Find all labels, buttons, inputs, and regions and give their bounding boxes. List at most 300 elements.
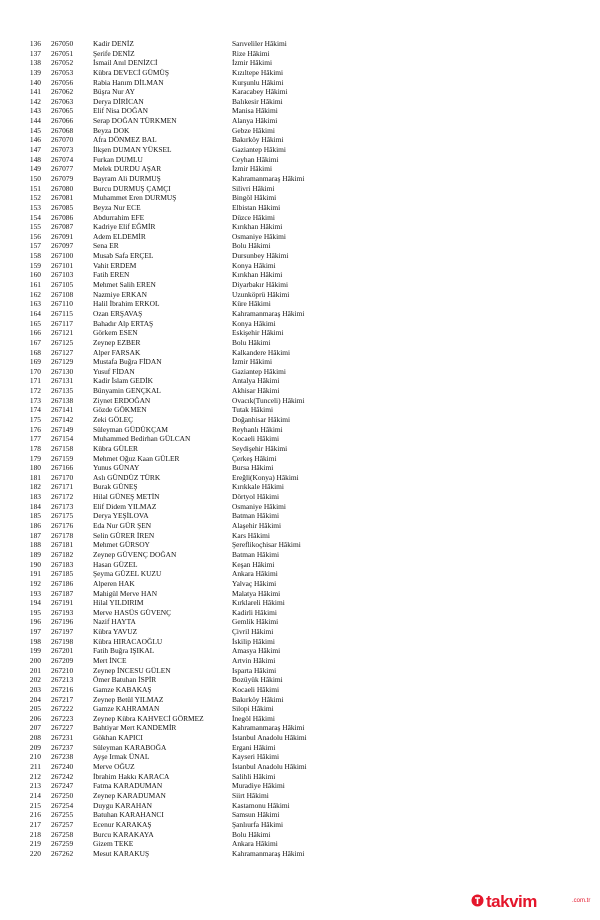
person-name: Abdurrahim EFE [93,212,145,222]
registry-number: 267254 [51,800,74,810]
row-number: 217 [29,819,41,829]
assigned-post: İnegöl Hâkimi [232,713,275,723]
row-number: 211 [30,762,41,772]
table-row [0,666,600,676]
row-number: 200 [29,656,41,665]
person-name: Şeyma GÜZEL KUZU [93,569,162,579]
assigned-post: Kahramanmaraş Hâkimi [232,848,305,858]
row-number: 167 [29,337,41,347]
table-row [0,164,600,174]
assigned-post: Tutak Hâkimi [232,405,273,415]
row-number: 137 [29,48,41,58]
table-row [0,425,600,435]
registry-number: 267258 [51,829,74,839]
table-row [0,415,600,425]
assigned-post: Diyarbakır Hâkimi [232,280,289,290]
table-row [0,521,600,531]
person-name: Merve HASÜS GÜVENÇ [93,607,172,617]
person-name: Selin GÜRER İREN [93,530,155,540]
assigned-post: Kızıltepe Hâkimi [232,67,284,77]
table-row [0,810,600,820]
registry-number: 267222 [51,704,74,714]
assigned-post: Amasya Hâkimi [232,646,281,656]
registry-number: 267210 [51,665,74,675]
registry-number: 267172 [51,492,74,502]
assigned-post: Sarıveliler Hâkimi [232,39,287,48]
assigned-post: Kurşunlu Hâkimi [232,77,284,87]
row-number: 150 [29,173,41,183]
assigned-post: Salihli Hâkimi [232,771,276,781]
table-row [0,656,600,666]
registry-number: 267193 [51,607,74,617]
person-name: Hilal GÜNEŞ METİN [93,492,160,502]
assigned-post: Balıkesir Hâkimi [232,96,283,106]
row-number: 210 [29,752,41,762]
table-row [0,155,600,165]
registry-number: 267062 [51,87,74,97]
person-name: İlkşen DUMAN YÜKSEL [93,145,172,155]
assigned-post: İzmir Hâkimi [232,164,273,174]
table-row [0,637,600,647]
row-number: 191 [29,569,41,579]
registry-number: 267074 [51,154,74,164]
row-number: 157 [29,241,41,251]
assigned-post: Eskişehir Hâkimi [232,328,284,338]
person-name: Görkem ESEN [93,328,138,338]
row-number: 185 [29,511,41,521]
assigned-post: Akhisar Hâkimi [232,386,280,396]
table-row [0,444,600,454]
registry-number: 267050 [51,39,74,48]
assigned-post: Kocaeli Hâkimi [232,684,279,694]
assigned-post: Bolu Hâkimi [232,829,271,839]
registry-number: 267247 [51,781,74,791]
takvim-logo-icon [471,894,484,907]
registry-number: 267066 [51,116,74,126]
assigned-post: Ankara Hâkimi [232,569,278,579]
table-row [0,801,600,811]
table-row [0,579,600,589]
assigned-post: Kırklareli Hâkimi [232,598,285,608]
person-name: Ozan ERŞAVAŞ [93,308,143,318]
person-name: Beyza DOK [93,125,130,135]
row-number: 154 [29,212,41,222]
assigned-post: Uzunköprü Hâkimi [232,289,290,299]
row-number: 192 [29,578,41,588]
assigned-post: Gaziantep Hâkimi [232,145,286,155]
person-name: Zeynep Betül YILMAZ [93,694,164,704]
assigned-post: Bozüyük Hâkimi [232,675,283,685]
row-number: 189 [29,549,41,559]
assigned-post: Artvin Hâkimi [232,656,276,665]
table-row [0,454,600,464]
assigned-post: Elbistan Hâkimi [232,202,281,212]
registry-number: 267129 [51,357,74,367]
table-row [0,743,600,753]
assigned-post: Antalya Hâkimi [232,376,280,386]
appointment-list [0,39,600,858]
person-name: Yusuf FİDAN [93,366,135,376]
assigned-post: Dursunbey Hâkimi [232,251,289,261]
row-number: 153 [29,202,41,212]
row-number: 188 [29,540,41,550]
row-number: 148 [29,154,41,164]
registry-number: 267135 [51,386,74,396]
assigned-post: Küre Hâkimi [232,299,271,309]
registry-number: 267070 [51,135,74,145]
assigned-post: Batman Hâkimi [232,511,280,521]
person-name: Nazmiye ERKAN [93,289,147,299]
assigned-post: Doğanhisar Hâkimi [232,414,291,424]
person-name: Ziynet ERDOĞAN [93,395,151,405]
assigned-post: Silopi Hâkimi [232,704,274,714]
table-row [0,569,600,579]
row-number: 141 [29,87,41,97]
person-name: Merve OĞUZ [93,762,135,772]
assigned-post: Ereğli(Konya) Hâkimi [232,472,299,482]
registry-number: 267250 [51,790,74,800]
person-name: Hasan GÜZEL [93,559,138,569]
table-row [0,49,600,59]
person-name: Gizem TEKE [93,839,134,849]
table-row [0,396,600,406]
row-number: 156 [29,231,41,241]
table-row [0,531,600,541]
person-name: Mert İNCE [93,656,127,665]
assigned-post: Seydişehir Hâkimi [232,443,288,453]
row-number: 140 [29,77,41,87]
table-row [0,97,600,107]
row-number: 219 [29,839,41,849]
person-name: Zeynep GÜVENÇ DOĞAN [93,549,177,559]
row-number: 184 [29,501,41,511]
person-name: Burcu KARAKAYA [93,829,154,839]
person-name: Gamze KAHRAMAN [93,704,160,714]
table-row [0,482,600,492]
registry-number: 267121 [51,328,74,338]
assigned-post: Kırıkhan Hâkimi [232,270,283,280]
row-number: 209 [29,742,41,752]
row-number: 194 [29,598,41,608]
row-number: 204 [29,694,41,704]
person-name: Süleyman GÜDÜKÇAM [93,424,168,434]
person-name: Bünyamin GENÇKAL [93,386,161,396]
registry-number: 267257 [51,819,74,829]
table-row [0,135,600,145]
registry-number: 267149 [51,424,74,434]
row-number: 144 [29,116,41,126]
table-row [0,299,600,309]
person-name: Aslı GÜNDÜZ TÜRK [93,472,161,482]
registry-number: 267125 [51,337,74,347]
assigned-post: Kastamonu Hâkimi [232,800,290,810]
registry-number: 267242 [51,771,74,781]
table-row [0,772,600,782]
assigned-post: Batman Hâkimi [232,549,280,559]
registry-number: 267259 [51,839,74,849]
person-name: Bahadır Alp ERTAŞ [93,318,154,328]
person-name: Süleyman KARABOĞA [93,742,167,752]
table-row [0,723,600,733]
row-number: 147 [29,145,41,155]
person-name: Şerife DENİZ [93,48,135,58]
row-number: 173 [29,395,41,405]
registry-number: 267086 [51,212,74,222]
registry-number: 267079 [51,173,74,183]
registry-number: 267056 [51,77,74,87]
person-name: Kübra GÜLER [93,443,138,453]
table-row [0,232,600,242]
registry-number: 267209 [51,656,74,665]
table-row [0,617,600,627]
registry-number: 267087 [51,222,74,232]
registry-number: 267108 [51,289,74,299]
registry-number: 267223 [51,713,74,723]
table-row [0,492,600,502]
row-number: 201 [29,665,41,675]
person-name: Derya YEŞİLOVA [93,511,149,521]
person-name: Mahigül Merve HAN [93,588,158,598]
table-row [0,174,600,184]
person-name: Ecenur KARAKAŞ [93,819,152,829]
table-row [0,830,600,840]
assigned-post: Karacabey Hâkimi [232,87,288,97]
assigned-post: Düzce Hâkimi [232,212,275,222]
table-row [0,733,600,743]
table-row [0,386,600,396]
registry-number: 267198 [51,636,74,646]
person-name: Melek DURDU AŞAR [93,164,162,174]
row-number: 162 [29,289,41,299]
registry-number: 267213 [51,675,74,685]
row-number: 214 [29,790,41,800]
row-number: 171 [29,376,41,386]
table-row [0,39,600,49]
assigned-post: Ovacık(Tunceli) Hâkimi [232,395,305,405]
row-number: 198 [29,636,41,646]
assigned-post: Isparta Hâkimi [232,665,277,675]
person-name: Furkan DUMLU [93,154,143,164]
registry-number: 267127 [51,347,74,357]
row-number: 190 [29,559,41,569]
assigned-post: Bolu Hâkimi [232,337,271,347]
row-number: 199 [29,646,41,656]
assigned-post: Samsun Hâkimi [232,810,280,820]
row-number: 174 [29,405,41,415]
registry-number: 267262 [51,848,74,858]
table-row [0,589,600,599]
assigned-post: İzmir Hâkimi [232,357,273,367]
row-number: 187 [29,530,41,540]
assigned-post: Ankara Hâkimi [232,839,278,849]
table-row [0,695,600,705]
registry-number: 267100 [51,251,74,261]
person-name: Mehmet Oğuz Kaan GÜLER [93,453,180,463]
row-number: 155 [29,222,41,232]
registry-number: 267101 [51,260,74,270]
row-number: 149 [29,164,41,174]
registry-number: 267085 [51,202,74,212]
row-number: 213 [29,781,41,791]
table-row [0,145,600,155]
table-row [0,714,600,724]
table-row [0,193,600,203]
row-number: 151 [29,183,41,193]
assigned-post: Reyhanlı Hâkimi [232,424,283,434]
registry-number: 267201 [51,646,74,656]
row-number: 180 [29,463,41,473]
table-row [0,251,600,261]
person-name: Zeynep KARADUMAN [93,790,166,800]
row-number: 193 [29,588,41,598]
assigned-post: Konya Hâkimi [232,318,276,328]
person-name: Ömer Batuhan İSPİR [93,675,157,685]
row-number: 208 [29,733,41,743]
row-number: 136 [29,39,41,48]
assigned-post: Ceyhan Hâkimi [232,154,279,164]
assigned-post: Şereflikoçhisar Hâkimi [232,540,301,550]
person-name: Halil İbrahim ERKOL [93,299,160,309]
row-number: 182 [29,482,41,492]
person-name: Afra DÖNMEZ BAL [93,135,157,145]
person-name: Kübra HIRACAOĞLU [93,636,163,646]
registry-number: 267081 [51,193,74,203]
person-name: Mesut KARAKUŞ [93,848,150,858]
table-row [0,781,600,791]
registry-number: 267080 [51,183,74,193]
assigned-post: Malatya Hâkimi [232,588,281,598]
table-row [0,241,600,251]
assigned-post: Siirt Hâkimi [232,790,269,800]
registry-number: 267142 [51,414,74,424]
row-number: 177 [29,434,41,444]
row-number: 152 [29,193,41,203]
row-number: 207 [29,723,41,733]
row-number: 215 [29,800,41,810]
registry-number: 267065 [51,106,74,116]
row-number: 169 [29,357,41,367]
assigned-post: Osmaniye Hâkimi [232,501,286,511]
assigned-post: Kadirli Hâkimi [232,607,277,617]
person-name: Fatih EREN [93,270,130,280]
table-row [0,502,600,512]
registry-number: 267053 [51,67,74,77]
assigned-post: Kahramanmaraş Hâkimi [232,723,305,733]
row-number: 164 [29,308,41,318]
registry-number: 267182 [51,549,74,559]
table-row [0,434,600,444]
assigned-post: Ergani Hâkimi [232,742,276,752]
row-number: 202 [29,675,41,685]
row-number: 205 [29,704,41,714]
table-row [0,280,600,290]
assigned-post: İstanbul Anadolu Hâkimi [232,733,307,743]
person-name: İbrahim Hakkı KARACA [93,771,170,781]
registry-number: 267181 [51,540,74,550]
row-number: 163 [29,299,41,309]
person-name: Alperen HAK [93,578,135,588]
assigned-post: Kırıkkale Hâkimi [232,482,284,492]
assigned-post: Gemlik Hâkimi [232,617,279,627]
registry-number: 267216 [51,684,74,694]
assigned-post: Silivri Hâkimi [232,183,275,193]
assigned-post: Muradiye Hâkimi [232,781,285,791]
registry-number: 267131 [51,376,74,386]
registry-number: 267073 [51,145,74,155]
table-row [0,646,600,656]
person-name: Zeynep İNCESU GÜLEN [93,665,171,675]
registry-number: 267171 [51,482,74,492]
table-row [0,348,600,358]
registry-number: 267166 [51,463,74,473]
assigned-post: Bakırköy Hâkimi [232,135,284,145]
person-name: Kübra DEVECİ GÜMÜŞ [93,67,169,77]
registry-number: 267196 [51,617,74,627]
row-number: 168 [29,347,41,357]
assigned-post: Gaziantep Hâkimi [232,366,286,376]
person-name: Zeynep Kübra KAHVECİ GÖRMEZ [93,713,204,723]
row-number: 186 [29,521,41,531]
registry-number: 267063 [51,96,74,106]
table-row [0,270,600,280]
row-number: 216 [29,810,41,820]
table-row [0,126,600,136]
table-row [0,261,600,271]
registry-number: 267051 [51,48,74,58]
table-row [0,106,600,116]
table-row [0,839,600,849]
row-number: 158 [29,251,41,261]
person-name: Bayram Ali DURMUŞ [93,173,161,183]
person-name: Derya DİRİCAN [93,96,144,106]
row-number: 181 [29,472,41,482]
assigned-post: Alaşehir Hâkimi [232,521,282,531]
table-row [0,328,600,338]
assigned-post: Manisa Hâkimi [232,106,278,116]
person-name: Kadir DENİZ [93,39,134,48]
assigned-post: Bursa Hâkimi [232,463,274,473]
assigned-post: Gebze Hâkimi [232,125,275,135]
person-name: Batuhan KARAHANCI [93,810,164,820]
table-row [0,68,600,78]
table-row [0,685,600,695]
assigned-post: İzmir Hâkimi [232,58,273,68]
row-number: 195 [29,607,41,617]
assigned-post: Bakırköy Hâkimi [232,694,284,704]
table-row [0,511,600,521]
table-row [0,598,600,608]
person-name: Adem ELDEMİR [93,231,146,241]
person-name: Beyza Nur ECE [93,202,141,212]
row-number: 220 [29,848,41,858]
registry-number: 267187 [51,588,74,598]
assigned-post: Kalkandere Hâkimi [232,347,291,357]
registry-number: 267097 [51,241,74,251]
assigned-post: Şanlıurfa Hâkimi [232,819,284,829]
table-row [0,473,600,483]
table-row [0,560,600,570]
assigned-post: Alanya Hâkimi [232,116,278,126]
row-number: 179 [29,453,41,463]
person-name: Kübra YAVUZ [93,627,138,637]
person-name: Fatih Buğra IŞIKAL [93,646,155,656]
table-row [0,78,600,88]
row-number: 139 [29,67,41,77]
registry-number: 267183 [51,559,74,569]
registry-number: 267217 [51,694,74,704]
row-number: 203 [29,684,41,694]
table-row [0,820,600,830]
